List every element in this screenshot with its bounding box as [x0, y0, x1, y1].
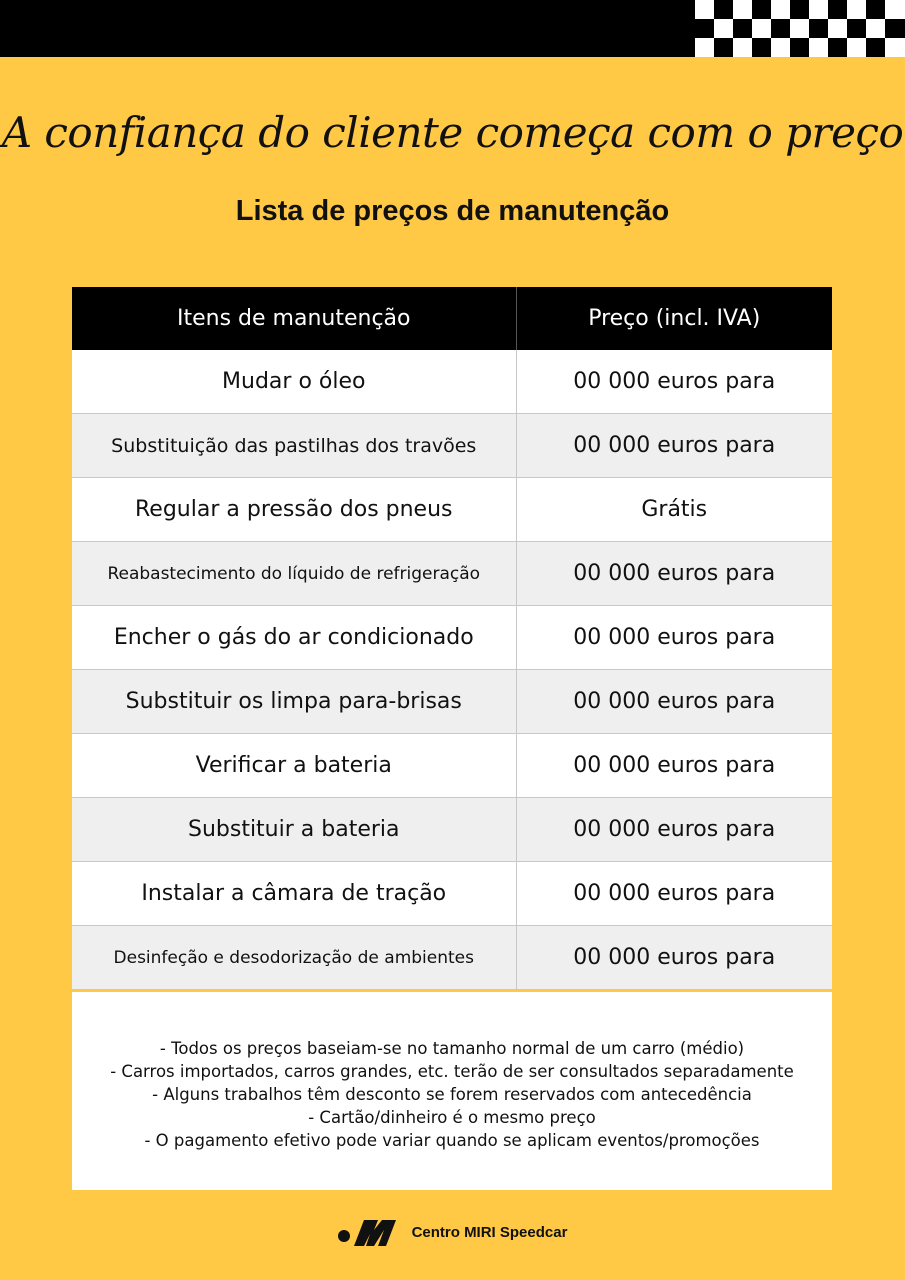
table-row [72, 478, 832, 542]
price-cell: 00 000 euros para [516, 414, 832, 478]
notes-box [72, 992, 832, 1190]
column-header-items: Itens de manutenção [72, 287, 516, 350]
table-header-row [72, 287, 832, 350]
page-subtitle: Lista de preços de manutenção [235, 195, 670, 227]
note-line: - Todos os preços baseiam-se no tamanho normal de um carro (médio) [159, 1039, 745, 1058]
price-cell: 00 000 euros para [516, 798, 832, 862]
table-row [72, 606, 832, 670]
note-line: - Alguns trabalhos têm desconto se forem reservados com antecedência [152, 1085, 752, 1104]
item-cell: Regular a pressão dos pneus [72, 478, 516, 542]
price-cell: 00 000 euros para [516, 670, 832, 734]
item-cell: Reabastecimento do líquido de refrigeração [72, 542, 516, 606]
table-row [72, 862, 832, 926]
speedcar-logo-icon [338, 1216, 402, 1248]
table-row [72, 734, 832, 798]
note-line: - Carros importados, carros grandes, etc. terão de ser consultados separadamente [110, 1062, 794, 1081]
item-cell: Encher o gás do ar condicionado [72, 606, 516, 670]
note-line: - Cartão/dinheiro é o mesmo preço [308, 1108, 596, 1127]
item-cell: Instalar a câmara de tração [72, 862, 516, 926]
price-cell: 00 000 euros para [516, 350, 832, 414]
item-cell: Substituição das pastilhas dos travões [72, 414, 516, 478]
item-cell: Desinfeção e desodorização de ambientes [72, 926, 516, 990]
item-cell: Substituir a bateria [72, 798, 516, 862]
price-cell: 00 000 euros para [516, 734, 832, 798]
table-row [72, 350, 832, 414]
page-title: A confiança do cliente começa com o preço [1, 108, 904, 157]
price-cell: 00 000 euros para [516, 606, 832, 670]
price-cell: 00 000 euros para [516, 862, 832, 926]
item-cell: Verificar a bateria [72, 734, 516, 798]
column-header-price: Preço (incl. IVA) [516, 287, 832, 350]
table-row [72, 926, 832, 990]
top-black-bar [0, 0, 905, 57]
price-cell: Grátis [516, 478, 832, 542]
table-row [72, 670, 832, 734]
item-cell: Substituir os limpa para-brisas [72, 670, 516, 734]
price-cell: 00 000 euros para [516, 926, 832, 990]
note-line: - O pagamento efetivo pode variar quando se aplicam eventos/promoções [144, 1131, 760, 1150]
price-cell: 00 000 euros para [516, 542, 832, 606]
table-row [72, 542, 832, 606]
footer [0, 1212, 905, 1252]
brand-name: Centro MIRI Speedcar [411, 1223, 568, 1241]
table-row [72, 798, 832, 862]
table-row [72, 414, 832, 478]
checkered-flag-pattern [695, 0, 905, 57]
price-table [72, 287, 832, 990]
item-cell: Mudar o óleo [72, 350, 516, 414]
